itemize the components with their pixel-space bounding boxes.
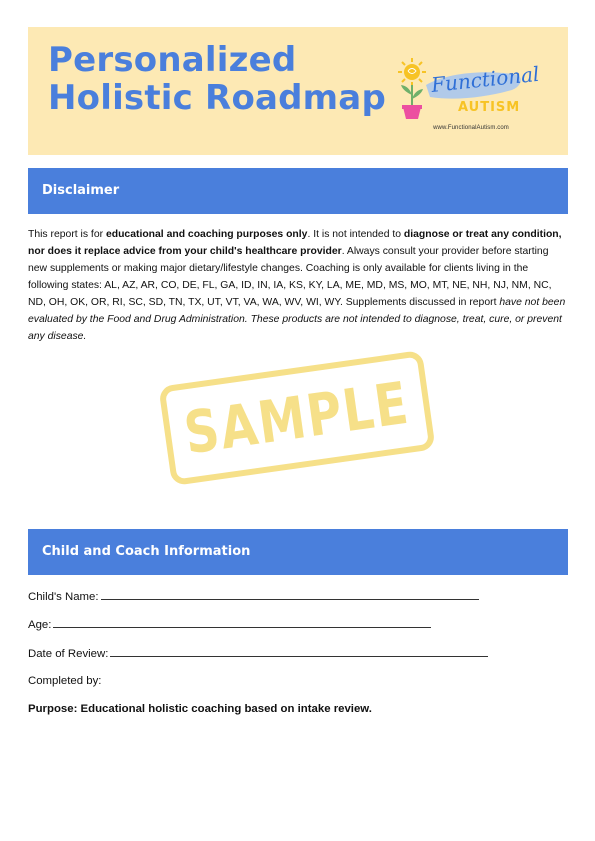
disclaimer-heading: Disclaimer (28, 168, 568, 214)
sample-watermark-text: SAMPLE (180, 368, 414, 468)
header-banner (28, 27, 568, 155)
age-label: Age: (28, 619, 52, 631)
functional-autism-logo (396, 45, 546, 137)
svg-text:AUTISM: AUTISM (458, 100, 521, 115)
sun-icon (398, 58, 426, 86)
page-title (48, 41, 386, 117)
disclaimer-body: This report is for educational and coaching purposes only. It is not intended to diagnose or treat any condition, nor does it replace advice from your child's healthcare provider. Always consult your provider before starting new supplements or making major dietary/lifestyle changes. Coaching is only available for clients living in the following states: AL, AZ, AR, CO, DE, FL, GA, ID, IN, IA, KS, KY, LA, ME, MD, MS, MO, MT, NE, NH, NJ, NM, NC, ND, OH, OK, OR, RI, SC, SD, TN, TX, UT, VT, VA, WA, WV, WI, WY. Supplements discussed in report have not been evaluated by the Food and Drug Administration. These products are not intended to diagnose, treat, cure, or prevent any disease. (28, 229, 566, 342)
child-name-label: Child's Name: (28, 591, 99, 603)
child-coach-info-heading: Child and Coach Information (28, 529, 568, 575)
date-of-review-line[interactable] (110, 646, 488, 657)
svg-text:Functional: Functional (430, 61, 541, 97)
logo-graphic (396, 45, 546, 125)
age-field (28, 617, 431, 631)
title-line-2: Holistic Roadmap (48, 78, 386, 118)
purpose-statement: Purpose: Educational holistic coaching based on intake review. (28, 703, 372, 715)
child-name-line[interactable] (101, 589, 479, 600)
child-name-field (28, 589, 479, 603)
completed-by-field (28, 675, 101, 687)
date-of-review-field (28, 646, 488, 660)
website-url[interactable]: www.FunctionalAutism.com (433, 125, 509, 131)
age-line[interactable] (53, 617, 431, 628)
date-of-review-label: Date of Review: (28, 648, 109, 660)
title-line-1: Personalized (48, 40, 297, 80)
completed-by-label: Completed by: (28, 675, 102, 687)
sample-watermark (158, 350, 435, 486)
